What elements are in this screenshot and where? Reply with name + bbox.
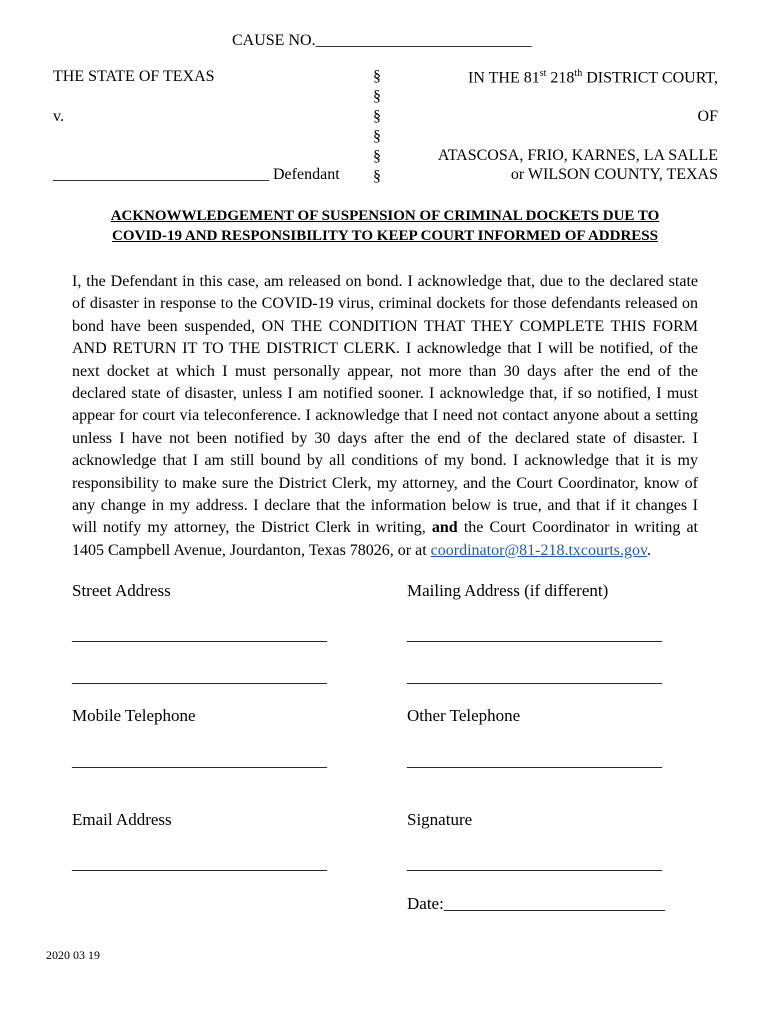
counties-line-1: ATASCOSA, FRIO, KARNES, LA SALLE [437,147,718,164]
court-suffix: DISTRICT COURT, [582,69,718,87]
defendant-label: Defendant [273,166,340,183]
bold-and: and [431,519,458,537]
date-label: Date: [407,894,444,913]
date-field[interactable]: __________________________ [443,894,665,913]
form-date-code: 2020 03 19 [46,948,100,962]
section-sign: § [373,68,381,85]
section-sign: § [373,168,381,185]
other-telephone-field[interactable]: ______________________________ [407,751,662,770]
of-label: OF [697,108,718,125]
mobile-telephone-label: Mobile Telephone [72,706,196,725]
signature-label: Signature [407,810,473,829]
court-superscript: st [539,68,547,79]
acknowledgement-paragraph [72,271,698,562]
date-line [407,894,665,914]
title-line-1: ACKNOWWLEDGEMENT OF SUSPENSION OF CRIMINAL DOCKETS DUE TO [110,208,660,224]
email-address-field[interactable]: ______________________________ [72,854,327,873]
mobile-telephone-field[interactable]: ______________________________ [72,751,327,770]
court-superscript: th [574,68,583,79]
mailing-address-field-2[interactable]: ______________________________ [407,667,662,686]
street-address-field-2[interactable]: ______________________________ [72,667,327,686]
versus: v. [53,108,64,125]
section-sign: § [373,88,381,105]
court-prefix: IN THE 81 [468,69,540,87]
cause-number: CAUSE NO.___________________________ [232,32,532,49]
body-text: the Court Coordinator in writing at 1405 Campbell Avenue, Jourdanton, Texas 78026, or at [72,519,699,559]
body-text: I, the Defendant in this case, am released on bond. I acknowledge that, due to the declared state of disaster in response to the COVID-19 virus, criminal dockets for those defendants released on bond have been suspended, ON THE CONDITION THAT THEY COMPLETE THIS FORM AND RETURN IT TO THE DISTRICT CLERK. I acknowledge that I will be notified, of the next docket at which I must personally appear, not more than 30 days after the end of the declared state of disaster, unless I am notified sooner. I acknowledge that, if so notified, I must appear for court via teleconference. I acknowledge that I need not contact anyone about a setting unless I have not been notified by 30 days after the end of the declared state of disaster. I acknowledge that I am still bound by all conditions of my bond. I acknowledge that it is my responsibility to make sure the District Clerk, my attorney, and the Court Coordinator, know of any change in my address. I declare that the information below is true, and that if it changes I will notify my attorney, the District Clerk in writing, [72,273,698,537]
state-of-texas: THE STATE OF TEXAS [53,68,215,85]
section-sign: § [373,148,381,165]
title-line-2: COVID-19 AND RESPONSIBILITY TO KEEP COURT INFORMED OF ADDRESS [112,228,658,244]
coordinator-email-link[interactable]: coordinator@81-218.txcourts.gov [430,541,647,559]
section-sign: § [373,108,381,125]
court-name [468,68,718,87]
signature-field[interactable]: ______________________________ [407,854,662,873]
court-number: 218 [546,69,575,87]
body-text: . [647,541,651,559]
section-sign: § [373,128,381,145]
street-address-label: Street Address [72,581,171,600]
email-address-label: Email Address [72,810,172,829]
other-telephone-label: Other Telephone [407,706,521,725]
defendant-line [53,166,340,184]
mailing-address-field[interactable]: ______________________________ [407,625,662,644]
defendant-blank: ___________________________ [53,166,269,183]
counties-line-2: or WILSON COUNTY, TEXAS [510,166,718,183]
mailing-address-label: Mailing Address (if different) [407,581,609,600]
street-address-field[interactable]: ______________________________ [72,625,327,644]
document-title [40,206,730,246]
